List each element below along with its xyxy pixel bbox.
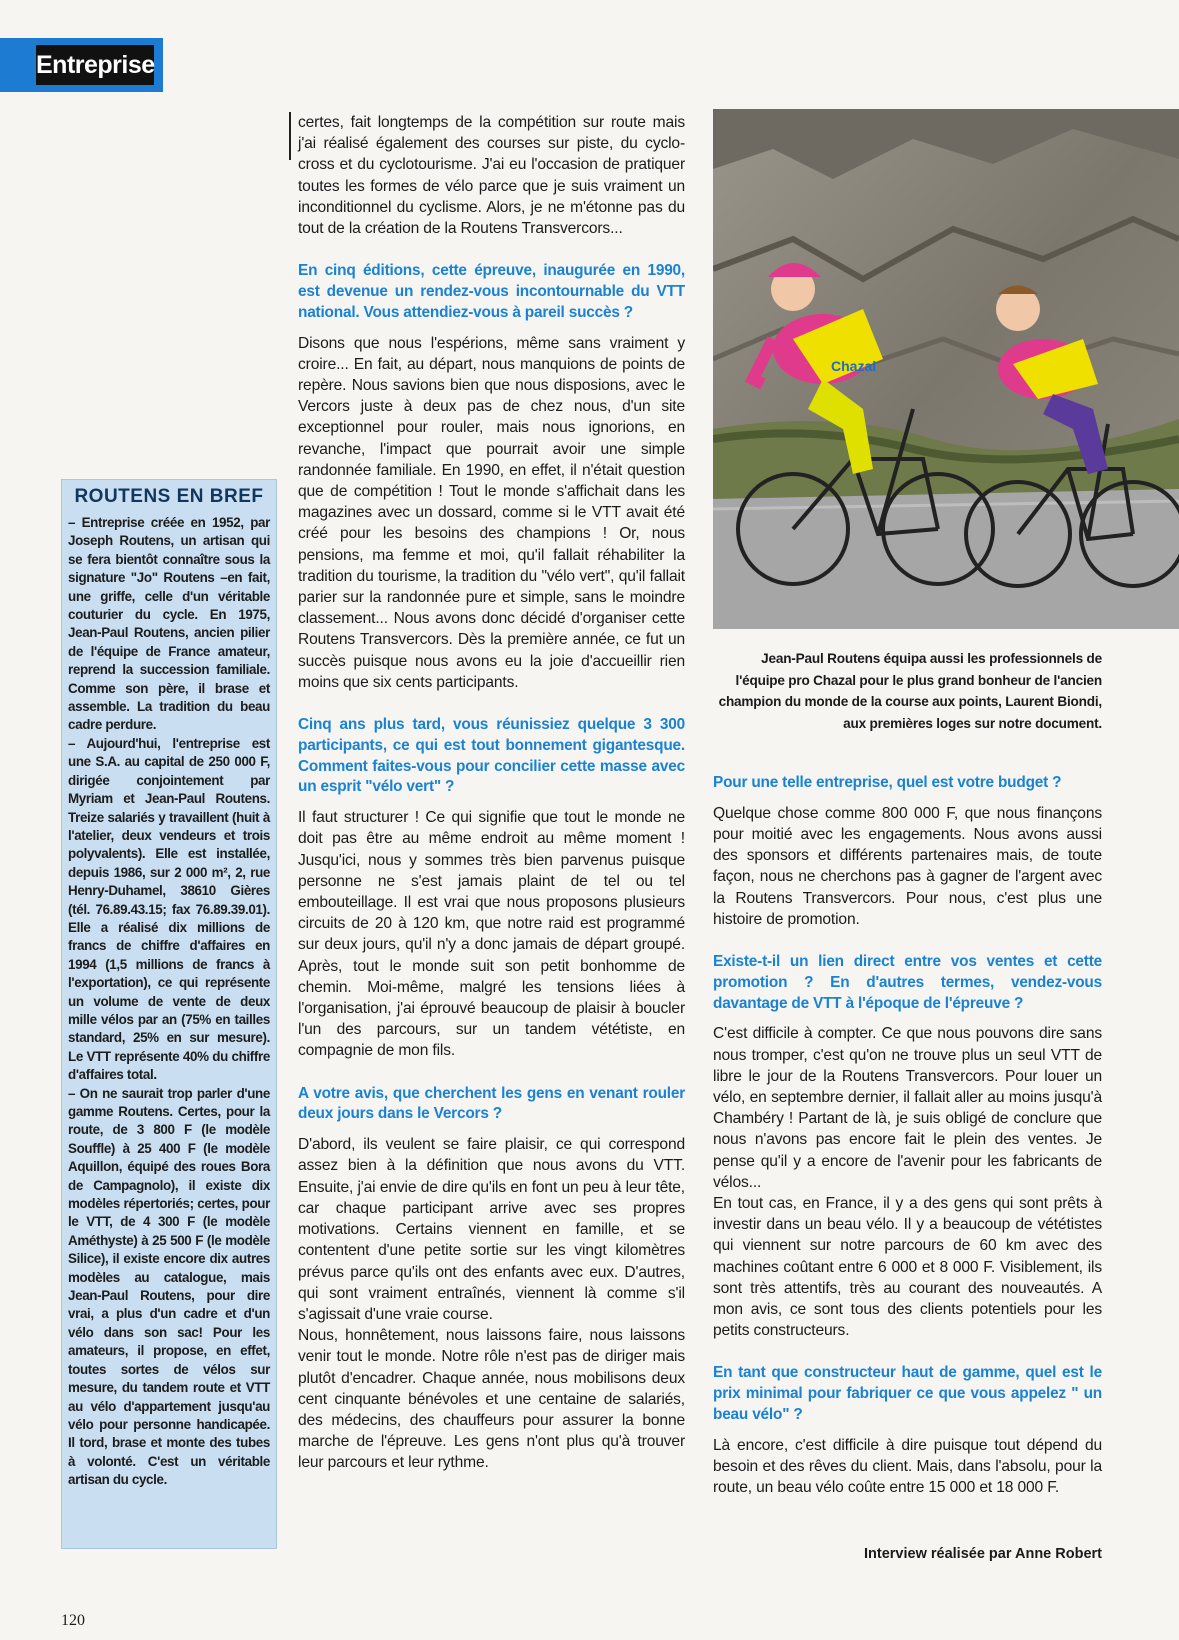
interview-question: Cinq ans plus tard, vous réunissiez quelque 3 300 participants, ce qui est tout bonnement gigantesque. Comment faites-vous pour concilier cette masse avec un esprit "vélo vert" ? (298, 716, 685, 796)
article-column-right (713, 773, 1102, 1512)
cyclists-photo (713, 109, 1179, 629)
sidebar-title: ROUTENS EN BREF (74, 486, 264, 507)
interview-answer: Quelque chose comme 800 000 F, que nous finançons pour moitié avec les engagements. Nous avons aussi des sponsors et différents partenaires mais, de toute façon, nous ne cherchons pas à gagner de l'argent avec la Routens Transvercors. Pour nous, c'est plus une histoire de promotion. (713, 804, 1102, 928)
sidebar-paragraph: – Aujourd'hui, l'entreprise est une S.A. au capital de 250 000 F, dirigée conjointement par Myriam et Jean-Paul Routens. Treize salariés y travaillent (huit à l'atelier, deux vendeurs et trois polyvalents). Elle est installée, depuis 1986, sur 2 000 m², 2, rue Henry-Duhamel, 38610 Gières (tél. 76.89.43.15; fax 76.89.39.01). Elle a réalisé dix millions de francs de chiffre d'affaires en 1994 (1,5 millions de francs à l'exportation), ce qui représente un volume de vente de deux mille vélos par an (75% en tailles standard, 25% en sur mesure). Le VTT représente 40% du chiffre d'affaires total. (68, 735, 270, 1083)
section-tag (0, 38, 163, 92)
interview-answer: D'abord, ils veulent se faire plaisir, ce qui correspond assez bien à la définition que nous avons du VTT. Ensuite, j'ai envie de dire qu'ils en font un peu à leur tête, car chaque participant arrive avec ses propres motivations. Certains viennent en famille, et se contentent d'une petite sortie sur les vingt kilomètres prévus parce qu'ils ont des enfants avec eux. D'autres, qui sont vraiment entraînés, viennent là comme s'il s'agissait d'une vraie course. (298, 1136, 685, 1323)
interview-question: Existe-t-il un lien direct entre vos ventes et cette promotion ? En d'autres termes, vendez-vous davantage de VTT à l'époque de l'épreuve ? (713, 953, 1102, 1012)
page-number: 120 (61, 1612, 85, 1629)
article-column-middle (298, 112, 685, 1488)
column-rule (289, 112, 291, 160)
interview-question: En cinq éditions, cette épreuve, inaugurée en 1990, est devenue un rendez-vous incontournable du VTT national. Vous attendiez-vous à pareil succès ? (298, 262, 685, 321)
interview-question: Pour une telle entreprise, quel est votre budget ? (713, 774, 1062, 791)
section-label: Entreprise (36, 45, 154, 85)
interview-answer: Il faut structurer ! Ce qui signifie que tout le monde ne doit pas être au même endroit au même moment ! Jusqu'ici, nous y sommes très bien parvenus puisque personne ne s'est jamais plaint de tel ou tel embouteillage. Il est vrai que nous proposons plusieurs circuits de 20 à 120 km, que notre raid est programmé sur deux jours, qu'il n'y a donc jamais de départ groupé. Après, tout le monde suit son petit bonhomme de chemin. Moi-même, malgré les tensions liées à l'organisation, j'ai éprouvé beaucoup de plaisir à boucler l'un des parcours, sur un tandem vététiste, en compagnie de mon fils. (298, 809, 685, 1060)
sidebar-paragraph: – Entreprise créée en 1952, par Joseph Routens, un artisan qui se fera bientôt connaître sous la signature "Jo" Routens –en fait, une griffe, celle d'un véritable couturier du cycle. En 1975, Jean-Paul Routens, ancien pilier de l'équipe de France amateur, reprend la succession familiale. Comme son père, il brase et assemble. La tradition du beau cadre perdure. (68, 515, 270, 733)
jersey-text: Chazal (831, 358, 877, 374)
article-paragraph: certes, fait longtemps de la compétition sur route mais j'ai réalisé également des courses sur piste, du cyclo-cross et du cyclotourisme. J'ai eu l'occasion de pratiquer toutes les formes de vélo parce que je suis vraiment un inconditionnel du cyclisme. Alors, je ne m'étonne pas du tout de la création de la Routens Transvercors... (298, 114, 685, 238)
cyclists-illustration (713, 109, 1179, 629)
article-signature: Interview réalisée par Anne Robert (864, 1546, 1102, 1562)
interview-answer: Là encore, c'est difficile à dire puisque tout dépend du besoin et des rêves du client. Mais, dans l'absolu, pour la route, un beau vélo coûte entre 15 000 et 18 000 F. (713, 1436, 1102, 1497)
interview-answer: Nous, honnêtement, nous laissons faire, nous laissons venir tout le monde. Notre rôle n'est pas de diriger mais plutôt d'encadrer. Chaque année, nous mobilisons deux cent cinquante bénévoles et une centaine de salariés, des médecins, des chauffeurs pour assurer la bonne marche de l'épreuve. Les gens n'ont plus qu'à trouver leur parcours et leur rythme. (298, 1327, 685, 1472)
photo-caption: Jean-Paul Routens équipa aussi les professionnels de l'équipe pro Chazal pour le plus grand bonheur de l'ancien champion du monde de la course aux points, Laurent Biondi, aux premières loges sur notre document. (718, 651, 1102, 731)
sidebar-paragraph: – On ne saurait trop parler d'une gamme Routens. Certes, pour la route, de 3 800 F (le modèle Souffle) à 25 400 F (le modèle Aquillon, équipé des roues Bora de Campagnolo), il existe dix modèles répertoriés; certes, pour le VTT, de 4 300 F (le modèle Améthyste) à 25 500 F (le modèle Silice), il existe encore dix autres modèles au catalogue, mais Jean-Paul Routens, pour dire vrai, a plus d'un cadre et d'un vélo dans son sac! Pour les amateurs, il propose, en effet, toutes sortes de vélos sur mesure, du tandem route et VTT au vélo d'appartement jusqu'au vélo pour personne handicapée. Il tord, brase et monte des tubes à volonté. C'est un véritable artisan du cycle. (68, 1085, 270, 1488)
sidebar-box (61, 479, 277, 1549)
interview-answer: Disons que nous l'espérions, même sans vraiment y croire... En fait, au départ, nous manquions de points de repère. Nous savions bien que nous disposions, avec le Vercors juste à deux pas de chez nous, d'un site exceptionnel pour rouler, mais nous ignorions, en revanche, l'impact que pourrait avoir une simple randonnée familiale. En 1990, en effet, il n'était question que de compétition ! Tout le monde s'affichait dans les magazines avec un dossard, comme si le VTT avait été créé pour les besoins des champions ! Or, nous pensions, ma femme et moi, qu'il fallait réhabiliter la tradition du tourisme, la tradition du "vélo vert", qu'il fallait parier sur la randonnée pure et simple, sans le moindre classement... Nous avons donc décidé d'organiser cette Routens Transvercors. Dès la première année, ce fut un succès puisque nous avons eu la joie d'accueillir rien moins que six cents participants. (298, 334, 685, 691)
interview-question: En tant que constructeur haut de gamme, quel est le prix minimal pour fabriquer ce que vous appelez " un beau vélo" ? (713, 1364, 1102, 1424)
interview-answer: C'est difficile à compter. Ce que nous pouvons dire sans nous tromper, c'est qu'on ne trouve plus un seul VTT de libre le jour de la Routens Transvercors. Pour louer un vélo, en septembre dernier, il fallait aller au moins jusqu'à Chambéry ! Partant de là, je suis obligé de conclure que nous n'avons pas encore fait le plein des ventes. Je pense qu'il y a encore de l'avenir pour les fabricants de vélos... (713, 1025, 1102, 1191)
interview-question: A votre avis, que cherchent les gens en venant rouler deux jours dans le Vercors ? (298, 1084, 685, 1123)
interview-answer: En tout cas, en France, il y a des gens qui sont prêts à investir dans un beau vélo. Il y a beaucoup de vététistes qui viennent sur notre parcours de 60 km avec des machines coûtant entre 6 000 et 8 000 F. Visiblement, ils sont très attentifs, très au courant des nouveautés. A mon avis, ce sont tous des clients potentiels pour les petits constructeurs. (713, 1195, 1102, 1340)
